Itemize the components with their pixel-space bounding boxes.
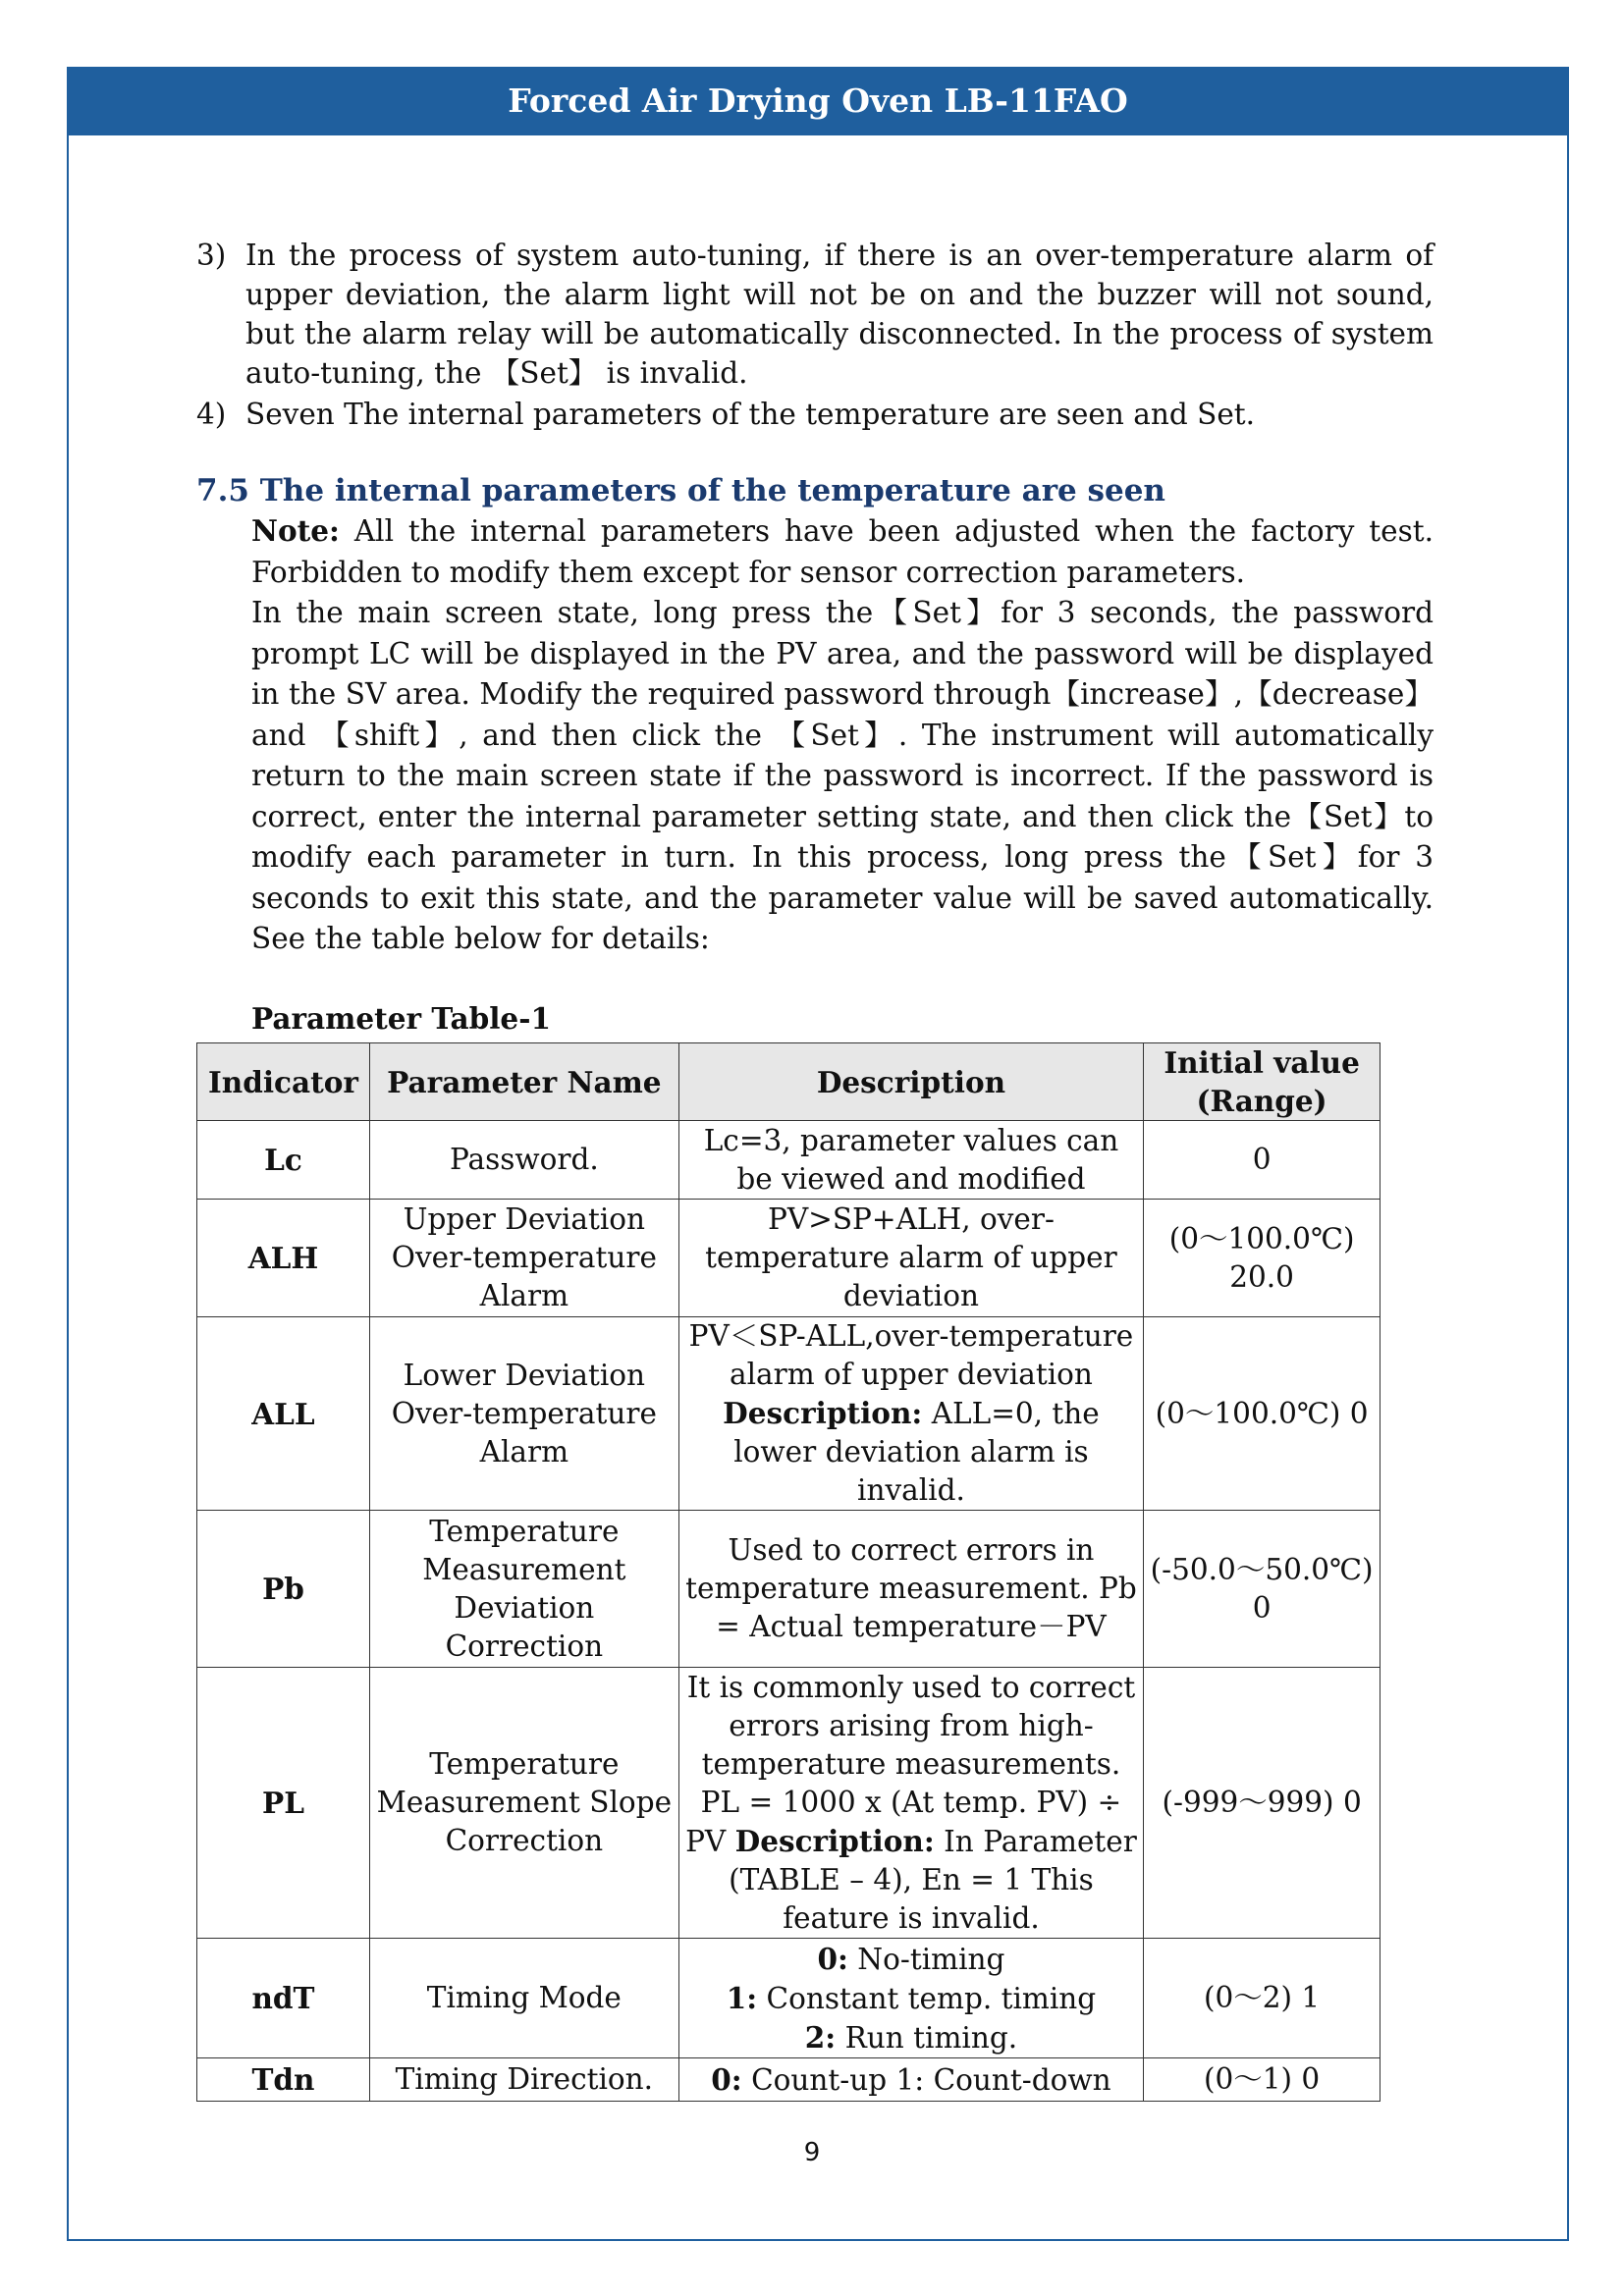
cell-indicator: PL bbox=[197, 1668, 370, 1939]
table-row bbox=[197, 1939, 1380, 2058]
cell-name: Timing Mode bbox=[369, 1939, 678, 2058]
cell-name: Temperature Measurement Slope Correction bbox=[369, 1668, 678, 1939]
option-key: 1: bbox=[726, 1980, 758, 2015]
cell-description bbox=[678, 1939, 1143, 2058]
cell-indicator: ndT bbox=[197, 1939, 370, 2058]
header-description: Description bbox=[678, 1043, 1143, 1121]
page-header: Forced Air Drying Oven LB-11FAO bbox=[67, 67, 1569, 135]
cell-indicator: ALH bbox=[197, 1200, 370, 1317]
cell-name: Temperature Measurement Deviation Correction bbox=[369, 1511, 678, 1668]
option-key: 2: bbox=[804, 2019, 837, 2055]
table-header-row bbox=[197, 1043, 1380, 1121]
desc-text: It is commonly used to correct errors arising from high-temperature measurements. PL = 1000 x (At temp. PV) ÷ PV bbox=[685, 1670, 1136, 1858]
cell-initial: 0 bbox=[1144, 1121, 1380, 1200]
header-initial-value: Initial value (Range) bbox=[1144, 1043, 1380, 1121]
desc-text: ALL=0, the lower deviation alarm is invalid. bbox=[733, 1397, 1100, 1507]
table-row bbox=[197, 2058, 1380, 2102]
page-number: 9 bbox=[803, 2138, 821, 2167]
list-text: Seven The internal parameters of the temperature are seen and Set. bbox=[245, 398, 1256, 431]
cell-initial: (0～100.0℃) 20.0 bbox=[1144, 1200, 1380, 1317]
desc-label: Description: bbox=[723, 1396, 923, 1430]
table-row bbox=[197, 1511, 1380, 1668]
cell-initial: (0～2) 1 bbox=[1144, 1939, 1380, 2058]
note-label: Note: bbox=[251, 513, 340, 548]
table-row bbox=[197, 1200, 1380, 1317]
desc-text: In Parameter (TABLE – 4), En = 1 This feature is invalid. bbox=[729, 1824, 1137, 1935]
option-value: Constant temp. timing bbox=[757, 1981, 1097, 2015]
cell-description: Used to correct errors in temperature measurement. Pb = Actual temperature－PV bbox=[678, 1511, 1143, 1668]
cell-indicator: Lc bbox=[197, 1121, 370, 1200]
cell-indicator: Pb bbox=[197, 1511, 370, 1668]
desc-label: Description: bbox=[734, 1823, 935, 1858]
cell-initial: (0～1) 0 bbox=[1144, 2058, 1380, 2102]
note-text: All the internal parameters have been adjusted when the factory test. Forbidden to modify them except for sensor correction parameters. bbox=[251, 514, 1434, 589]
list-item bbox=[196, 395, 1434, 434]
note-paragraph bbox=[196, 510, 1434, 593]
option-line bbox=[685, 1979, 1137, 2018]
cell-initial: (-999～999) 0 bbox=[1144, 1668, 1380, 1939]
option-value: Run timing. bbox=[836, 2020, 1018, 2055]
table-row bbox=[197, 1317, 1380, 1511]
desc-text: PV＜SP-ALL,over-temperature alarm of upper deviation bbox=[688, 1319, 1134, 1391]
header-indicator: Indicator bbox=[197, 1043, 370, 1121]
list-number: 4) bbox=[196, 398, 227, 431]
option-key: 0: bbox=[711, 2061, 742, 2097]
cell-indicator: Tdn bbox=[197, 2058, 370, 2102]
cell-description: PV>SP+ALH, over-temperature alarm of upper deviation bbox=[678, 1200, 1143, 1317]
cell-indicator: ALL bbox=[197, 1317, 370, 1511]
option-value: No-timing bbox=[847, 1942, 1005, 1976]
body-paragraph: In the main screen state, long press the【Set】for 3 seconds, the password prompt LC will be displayed in the PV area, and the password will be displayed in the SV area. Modify the required password through【increase】,【decrease】 and 【shift】, and then click the 【Set】. The instrument will automatically return to the main screen state if the password is incorrect. If the password is correct, enter the internal parameter setting state, and then click the【Set】to modify each parameter in turn. In this process, long press the【Set】for 3 seconds to exit this state, and the parameter value will be saved automatically. See the table below for details: bbox=[251, 596, 1434, 955]
option-line bbox=[685, 1940, 1137, 1979]
table-row bbox=[197, 1121, 1380, 1200]
header-parameter-name: Parameter Name bbox=[369, 1043, 678, 1121]
cell-initial: (0～100.0℃) 0 bbox=[1144, 1317, 1380, 1511]
list-item bbox=[196, 236, 1434, 393]
cell-name: Upper Deviation Over-temperature Alarm bbox=[369, 1200, 678, 1317]
list-text: In the process of system auto-tuning, if there is an over-temperature alarm of upper deviation, the alarm light will not be on and the buzzer will not sound, but the alarm relay will be automatically disconnected. In the process of system auto-tuning, the 【Set】 is invalid. bbox=[245, 239, 1434, 390]
cell-description bbox=[678, 2058, 1143, 2102]
table-row bbox=[197, 1668, 1380, 1939]
document-body bbox=[196, 236, 1434, 1039]
cell-name: Lower Deviation Over-temperature Alarm bbox=[369, 1317, 678, 1511]
cell-name: Timing Direction. bbox=[369, 2058, 678, 2102]
table-caption: Parameter Table-1 bbox=[251, 1000, 551, 1036]
parameter-table bbox=[196, 1042, 1380, 2102]
cell-name: Password. bbox=[369, 1121, 678, 1200]
option-value: Count-up 1: Count-down bbox=[741, 2062, 1111, 2097]
option-key: 0: bbox=[817, 1941, 848, 1976]
cell-description bbox=[678, 1668, 1143, 1939]
list-number: 3) bbox=[196, 239, 227, 272]
option-line bbox=[685, 2018, 1137, 2057]
cell-initial: (-50.0～50.0℃) 0 bbox=[1144, 1511, 1380, 1668]
cell-description bbox=[678, 1317, 1143, 1511]
section-title: 7.5 The internal parameters of the temperature are seen bbox=[196, 473, 1165, 508]
cell-description: Lc=3, parameter values can be viewed and modified bbox=[678, 1121, 1143, 1200]
